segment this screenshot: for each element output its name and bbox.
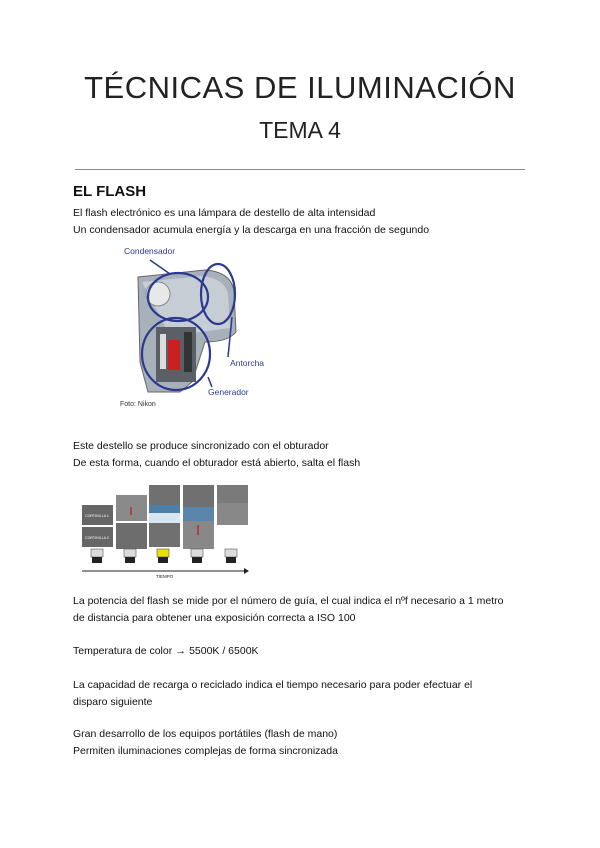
time-axis-label: TIEMPO (156, 574, 174, 579)
guide-number-line-1: La potencia del flash se mide por el número de guía, el cual indica el nºf necesario a 1 metro (73, 595, 504, 607)
label-condensador: Condensador (124, 246, 176, 256)
portable-line-2: Permiten iluminaciones complejas de forma sincronizada (73, 745, 338, 757)
flash-icon-5 (226, 557, 236, 563)
section-heading: EL FLASH (73, 183, 147, 200)
flash-icon-2 (125, 557, 135, 563)
color-temperature-value: 5500K / 6500K (189, 645, 259, 657)
flash-diagram (110, 242, 280, 412)
recharge-line-1: La capacidad de recarga o reciclado indica el tiempo necesario para poder efectuar el (73, 679, 473, 691)
flash-icons (91, 549, 237, 563)
sync-line-1: Este destello se produce sincronizado con el obturador (73, 440, 329, 452)
flash-diagram-illustration (110, 242, 280, 412)
label-cortinilla-1: CORTINILLA 1 (85, 514, 109, 518)
portable-line-1: Gran desarrollo de los equipos portátiles (flash de mano) (73, 728, 338, 740)
color-temperature-label: Temperatura de color (73, 645, 173, 657)
page-title: TÉCNICAS DE ILUMINACIÓN (84, 70, 516, 105)
guide-number-line-2: de distancia para obtener una exposición correcta a ISO 100 (73, 612, 356, 624)
label-cortinilla-2: CORTINILLA 2 (85, 536, 109, 540)
shutter-sync-diagram (78, 483, 250, 581)
page-subtitle: TEMA 4 (259, 117, 341, 143)
label-antorcha: Antorcha (230, 358, 265, 368)
intro-line-2: Un condensador acumula energía y la descarga en una fracción de segundo (73, 224, 430, 236)
flash-icon-4 (192, 557, 202, 563)
photo-credit: Foto: Nikon (120, 401, 156, 408)
title-divider (75, 169, 525, 170)
sync-line-2: De esta forma, cuando el obturador está abierto, salta el flash (73, 457, 361, 469)
intro-line-1: El flash electrónico es una lámpara de destello de alta intensidad (73, 207, 376, 219)
flash-icon-3 (158, 557, 168, 563)
flash-icon-1 (92, 557, 102, 563)
label-generador: Generador (208, 387, 249, 397)
color-temperature-line (73, 645, 259, 657)
right-arrow-icon: → (175, 645, 187, 657)
recharge-line-2: disparo siguiente (73, 696, 153, 708)
shutter-sync-illustration (78, 483, 250, 581)
